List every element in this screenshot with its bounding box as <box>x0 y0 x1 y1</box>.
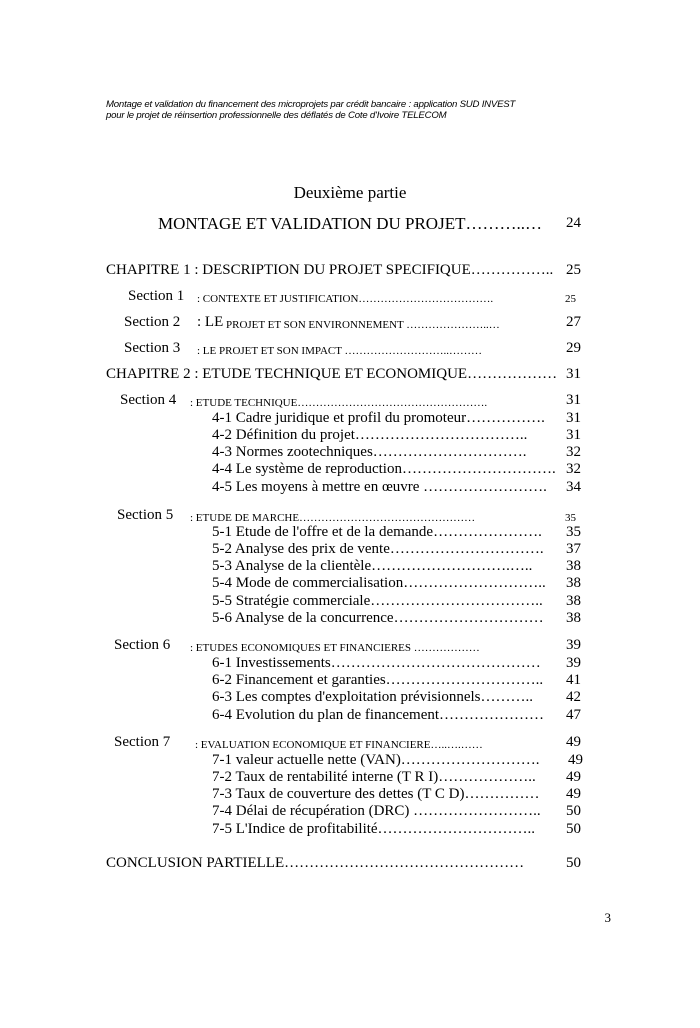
running-header <box>106 99 626 121</box>
toc-entry: 7-1 valeur actuelle nette (VAN)………………………. <box>212 752 540 768</box>
toc-section-2-label: Section 2 <box>124 314 181 330</box>
toc-entry: 6-4 Evolution du plan de financement………………… <box>212 707 545 723</box>
part-title-page: 24 <box>566 215 581 231</box>
toc-entry-page: 32 <box>566 461 581 477</box>
toc-section-7-title: : EVALUATION ECONOMIQUE ET FINANCIERE…..….…… <box>195 739 483 751</box>
toc-entry: 5-2 Analyse des prix de vente…………………………. <box>212 541 544 557</box>
toc-entry-page: 31 <box>566 410 581 426</box>
toc-entry-page: 38 <box>566 558 581 574</box>
toc-entry: 7-2 Taux de rentabilité interne (T R I)……………….. <box>212 769 536 785</box>
toc-section-6-page: 39 <box>566 637 581 653</box>
toc-entry: 6-1 Investissements…………………………………… <box>212 655 541 671</box>
toc-entry: 7-4 Délai de récupération (DRC) …………………….. <box>212 803 541 819</box>
toc-entry-page: 50 <box>566 821 581 837</box>
toc-entry: 5-6 Analyse de la concurrence………………………… <box>212 610 544 626</box>
toc-entry-page: 49 <box>566 786 581 802</box>
toc-entry-page: 32 <box>566 444 581 460</box>
running-header-line-2: pour le projet de réinsertion professionnelle des déflatés de Cote d'Ivoire TELECOM <box>106 110 447 121</box>
toc-entry-page: 42 <box>566 689 581 705</box>
toc-entry: 5-4 Mode de commercialisation……………………….. <box>212 575 546 591</box>
toc-chapter-1-page: 25 <box>566 262 581 278</box>
toc-section-1-label: Section 1 <box>128 288 185 304</box>
toc-entry-page: 38 <box>566 593 581 609</box>
toc-entry-page: 34 <box>566 479 581 495</box>
toc-entry: 7-5 L'Indice de profitabilité………………………….. <box>212 821 536 837</box>
toc-section-2-page: 27 <box>566 314 581 330</box>
toc-entry: 5-5 Stratégie commerciale…………………………….. <box>212 593 543 609</box>
toc-section-4-page: 31 <box>566 392 581 408</box>
toc-section-3-label: Section 3 <box>124 340 181 356</box>
toc-entry-page: 49 <box>568 752 583 768</box>
toc-section-7-label: Section 7 <box>114 734 171 750</box>
toc-section-6-title: : ETUDES ECONOMIQUES ET FINANCIERES ……………… <box>190 642 480 654</box>
toc-section-1-title: : CONTEXTE ET JUSTIFICATION………………………………. <box>197 293 494 305</box>
toc-section-5-label: Section 5 <box>117 507 174 523</box>
toc-conclusion: CONCLUSION PARTIELLE………………………………………… <box>106 855 525 871</box>
toc-entry-page: 38 <box>566 610 581 626</box>
running-header-line-1: Montage et validation du financement des microprojets par crédit bancaire : application SUD INVEST <box>106 99 516 110</box>
toc-entry-page: 35 <box>566 524 581 540</box>
toc-section-6-label: Section 6 <box>114 637 171 653</box>
part-label: Deuxième partie <box>293 183 407 202</box>
toc-entry: 5-1 Etude de l'offre et de la demande…………………. <box>212 524 542 540</box>
toc-section-2-lead: : LE <box>197 314 224 330</box>
part-title: MONTAGE ET VALIDATION DU PROJET………..… <box>158 214 542 233</box>
toc-entry: 4-1 Cadre juridique et profil du promoteur……………. <box>212 410 545 426</box>
toc-section-4-label: Section 4 <box>120 392 177 408</box>
toc-section-5-page: 35 <box>565 512 576 524</box>
toc-chapter-2-page: 31 <box>566 366 581 382</box>
toc-section-3-title: : LE PROJET ET SON IMPACT ………………………..……… <box>197 345 483 357</box>
toc-section-4-title: : ETUDE TECHNIQUE……………………………………………. <box>190 397 488 409</box>
toc-section-5-title: : ETUDE DE MARCHE………………………………………… <box>190 512 476 524</box>
page-number: 3 <box>604 910 611 925</box>
toc-entry-page: 49 <box>566 769 581 785</box>
toc-entry-page: 41 <box>566 672 581 688</box>
toc-entry: 7-3 Taux de couverture des dettes (T C D)…………… <box>212 786 540 802</box>
toc-entry: 4-4 Le système de reproduction…………………………. <box>212 461 556 477</box>
toc-chapter-1: CHAPITRE 1 : DESCRIPTION DU PROJET SPECIFIQUE…………….. <box>106 262 554 278</box>
toc-entry: 5-3 Analyse de la clientèle……………………….….. <box>212 558 533 574</box>
toc-entry-page: 47 <box>566 707 581 723</box>
toc-entry: 4-3 Normes zootechniques…………………………. <box>212 444 527 460</box>
toc-section-2-title: PROJET ET SON ENVIRONNEMENT …………………..… <box>226 319 500 331</box>
toc-section-3-page: 29 <box>566 340 581 356</box>
toc-entry: 4-5 Les moyens à mettre en œuvre ……………………. <box>212 479 547 495</box>
toc-section-7-page: 49 <box>566 734 581 750</box>
toc-entry-page: 31 <box>566 427 581 443</box>
toc-conclusion-page: 50 <box>566 855 581 871</box>
toc-entry-page: 39 <box>566 655 581 671</box>
toc-entry-page: 38 <box>566 575 581 591</box>
toc-section-1-page: 25 <box>565 293 576 305</box>
toc-entry: 6-2 Financement et garanties………………………….. <box>212 672 544 688</box>
toc-chapter-2: CHAPITRE 2 : ETUDE TECHNIQUE ET ECONOMIQUE……………… <box>106 366 558 382</box>
toc-entry: 6-3 Les comptes d'exploitation prévisionnels……….. <box>212 689 533 705</box>
toc-entry-page: 50 <box>566 803 581 819</box>
toc-entry: 4-2 Définition du projet…………………………….. <box>212 427 528 443</box>
toc-entry-page: 37 <box>566 541 581 557</box>
